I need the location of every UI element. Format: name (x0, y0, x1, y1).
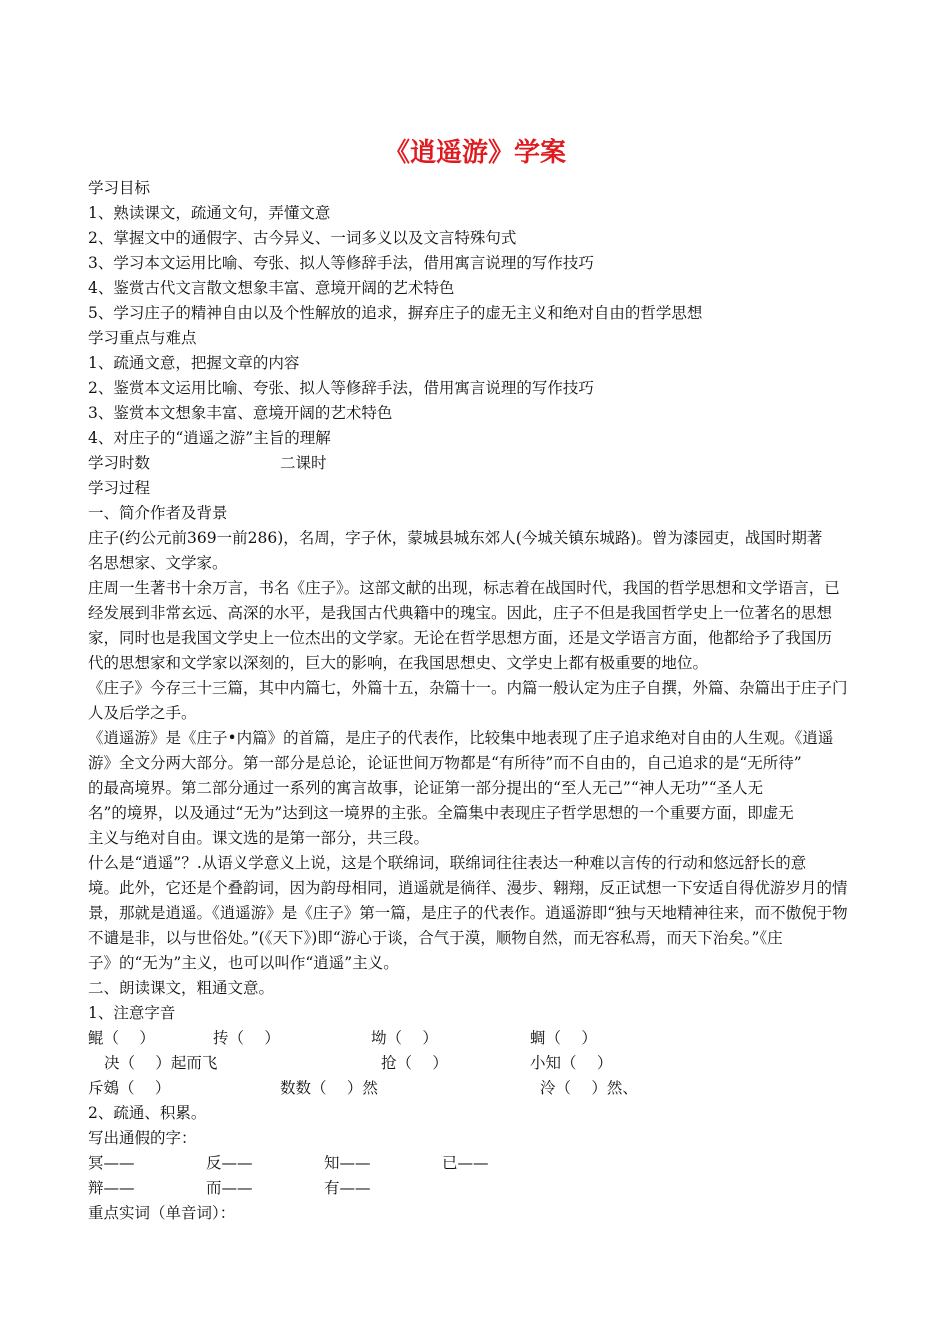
key-point-item: 4、对庄子的“逍遥之游”主旨的理解 (88, 429, 331, 447)
key-point-item: 2、鉴赏本文运用比喻、夸张、拟人等修辞手法，借用寓言说理的写作技巧 (88, 379, 594, 397)
pronunciation-item: 鲲（ ） (88, 1029, 155, 1047)
paragraph-line: 庄周一生著书十余万言，书名《庄子》。这部文献的出现，标志着在战国时代，我国的哲学思想和文学语言，已 (88, 579, 840, 597)
paragraph-line: 景，那就是逍遥。《逍遥游》是《庄子》第一篇，是庄子的代表作。逍遥游即“独与天地精神往来，而不傲倪于物 (88, 904, 848, 922)
tongjia-label: 写出通假的字： (88, 1129, 197, 1147)
paragraph-line: 代的思想家和文学家以深刻的，巨大的影响，在我国思想史、文学史上都有极重要的地位。 (88, 654, 709, 672)
objective-item: 3、学习本文运用比喻、夸张、拟人等修辞手法，借用寓言说理的写作技巧 (88, 254, 594, 272)
paragraph-line: 庄子(约公元前369一前286)，名周，字子休，蒙城县城东郊人(今城关镇东城路)。曾为漆园吏，战国时期著 (88, 529, 823, 547)
paragraph-line: 游》全文分两大部分。第一部分是总论，论证世间万物都是“有所待”而不自由的，自己追求的是“无所待” (88, 754, 802, 772)
paragraph-line: 经发展到非常玄远、高深的水平，是我国古代典籍中的瑰宝。因此，庄子不但是我国哲学史上一位著名的思想 (88, 604, 833, 622)
pronunciation-item: 坳（ ） (371, 1029, 438, 1047)
pronunciation-item: 抟（ ） (213, 1029, 280, 1047)
objectives-heading: 学习目标 (88, 179, 151, 197)
tongjia-item: 辩—— (88, 1179, 135, 1197)
process-heading: 学习过程 (88, 479, 151, 497)
pronunciation-item: 蜩（ ） (530, 1029, 597, 1047)
hours-label: 学习时数 (88, 454, 151, 472)
tongjia-item: 知—— (324, 1154, 371, 1172)
key-point-item: 1、疏通文意，把握文章的内容 (88, 354, 300, 372)
key-point-item: 3、鉴赏本文想象丰富、意境开阔的艺术特色 (88, 404, 393, 422)
paragraph-line: 《庄子》今存三十三篇，其中内篇七，外篇十五，杂篇十一。内篇一般认定为庄子自撰，外篇、杂篇出于庄子门 (88, 679, 848, 697)
tongjia-item: 已—— (442, 1154, 489, 1172)
document-title: 《逍遥游》学案 (383, 138, 566, 168)
section2-heading: 二、朗读课文，粗通文意。 (88, 979, 275, 997)
paragraph-line: 的最高境界。第二部分通过一系列的寓言故事，论证第一部分提出的“至人无己”“神人无功”“圣人无 (88, 779, 764, 797)
objective-item: 2、掌握文中的通假字、古今异义、一词多义以及文言特殊句式 (88, 229, 517, 247)
pronunciation-subheading: 1、注意字音 (88, 1004, 176, 1022)
paragraph-line: 名思想家、文学家。 (88, 554, 228, 572)
hours-value: 二课时 (280, 454, 327, 472)
pronunciation-item: 决（ ）起而飞 (104, 1054, 218, 1072)
paragraph-line: 主义与绝对自由。课文选的是第一部分，共三段。 (88, 829, 430, 847)
paragraph-line: 子》的“无为”主义，也可以叫作“逍遥”主义。 (88, 954, 399, 972)
pronunciation-item: 数数（ ）然 (280, 1079, 378, 1097)
tongjia-item: 而—— (206, 1179, 253, 1197)
objective-item: 1、熟读课文，疏通文句，弄懂文意 (88, 204, 331, 222)
pronunciation-item: 抢（ ） (381, 1054, 448, 1072)
paragraph-line: 家，同时也是我国文学史上一位杰出的文学家。无论在哲学思想方面，还是文学语言方面，他都给予了我国历 (88, 629, 833, 647)
paragraph-line: 什么是“逍遥”？.从语义学意义上说，这是个联绵词，联绵词往往表达一种难以言传的行动和悠远舒长的意 (88, 854, 807, 872)
tongjia-item: 反—— (206, 1154, 253, 1172)
objective-item: 4、鉴赏古代文言散文想象丰富、意境开阔的艺术特色 (88, 279, 455, 297)
pronunciation-item: 斥鴳（ ） (88, 1079, 171, 1097)
tongjia-item: 冥—— (88, 1154, 135, 1172)
paragraph-line: 名”的境界，以及通过“无为”达到这一境界的主张。全篇集中表现庄子哲学思想的一个重要方面，即虚无 (88, 804, 794, 822)
paragraph-line: 境。此外，它还是个叠韵词，因为韵母相同，逍遥就是徜徉、漫步、翱翔，反正试想一下安适自得优游岁月的情 (88, 879, 848, 897)
paragraph-line: 人及后学之手。 (88, 704, 197, 722)
key-words-label: 重点实词（单音词）： (88, 1204, 236, 1222)
pronunciation-item: 泠（ ）然、 (540, 1079, 638, 1097)
paragraph-line: 不谴是非，以与世俗处。”(《天下》)即“游心于谈，合气于漠，顺物自然，而无容私焉，而天下治矣。”《庄 (88, 929, 783, 947)
tongjia-item: 有—— (324, 1179, 371, 1197)
accumulate-subheading: 2、疏通、积累。 (88, 1104, 207, 1122)
paragraph-line: 《逍遥游》是《庄子•内篇》的首篇，是庄子的代表作，比较集中地表现了庄子追求绝对自由的人生观。《逍遥 (88, 729, 834, 747)
section1-heading: 一、简介作者及背景 (88, 504, 228, 522)
objective-item: 5、学习庄子的精神自由以及个性解放的追求，摒弃庄子的虚无主义和绝对自由的哲学思想 (88, 304, 703, 322)
pronunciation-item: 小知（ ） (530, 1054, 613, 1072)
key-points-heading: 学习重点与难点 (88, 329, 197, 347)
